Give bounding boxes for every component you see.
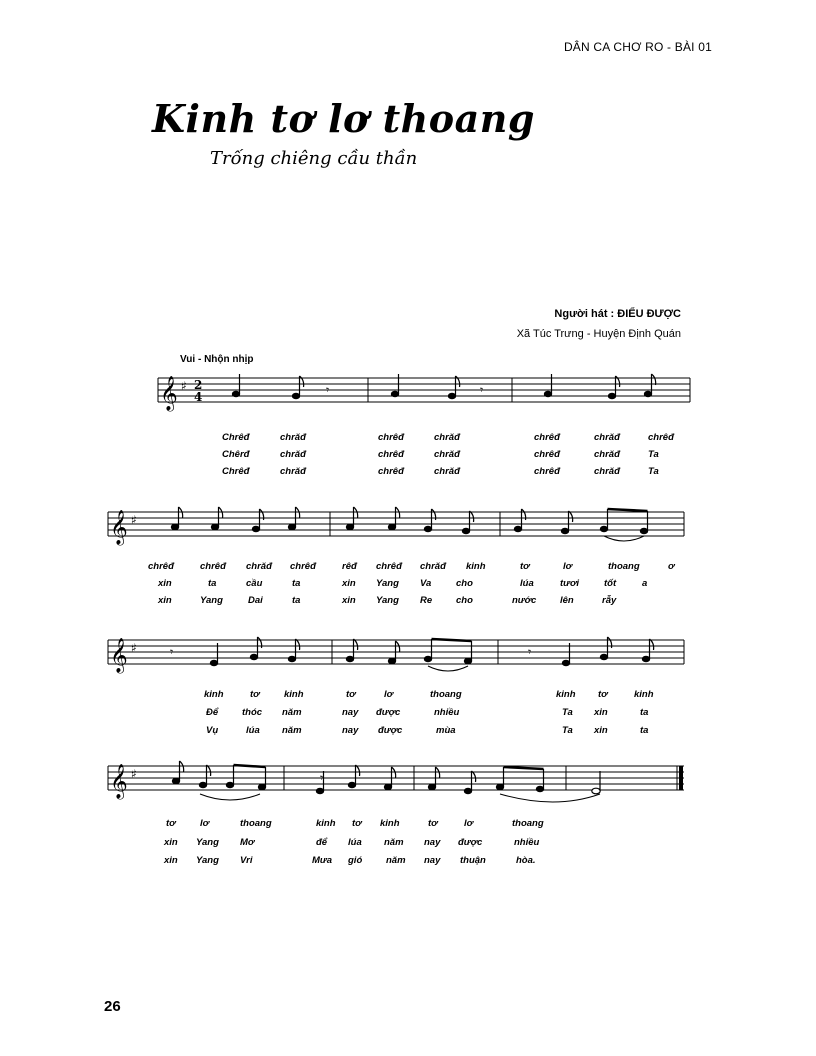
- treble-clef-icon: 𝄞: [160, 376, 178, 411]
- lyric-syllable: kinh: [204, 689, 224, 700]
- lyric-syllable: thoang: [240, 818, 272, 829]
- lyric-syllable: nay: [424, 837, 441, 848]
- lyric-syllable: cho: [456, 578, 473, 589]
- eighth-rest-icon: 𝄾: [170, 645, 174, 659]
- lyric-syllable: Mơ: [240, 837, 255, 848]
- lyric-line: [0, 561, 816, 575]
- lyric-line: [0, 725, 816, 739]
- lyric-syllable: Ta: [562, 725, 573, 736]
- sharp-icon: ♯: [131, 641, 137, 655]
- lyric-syllable: Yang: [376, 595, 399, 606]
- lyric-syllable: nay: [424, 855, 441, 866]
- lyric-syllable: Yang: [200, 595, 223, 606]
- lyric-syllable: nhiều: [434, 707, 460, 718]
- eighth-rest-icon: 𝄾: [528, 645, 532, 659]
- lyric-syllable: chrêđ: [378, 449, 404, 460]
- lyric-syllable: lên: [560, 595, 574, 606]
- lyric-syllable: chrăđ: [594, 449, 620, 460]
- lyric-syllable: chrêđ: [378, 466, 404, 477]
- lyric-syllable: Để: [206, 707, 219, 718]
- sharp-icon: ♯: [181, 379, 187, 393]
- lyric-syllable: chrăđ: [420, 561, 446, 572]
- lyric-line: [0, 432, 816, 446]
- lyric-syllable: cho: [456, 595, 473, 606]
- lyric-syllable: chrêđ: [200, 561, 226, 572]
- tempo-marking: Vui - Nhộn nhịp: [180, 354, 254, 365]
- lyric-syllable: năm: [384, 837, 404, 848]
- lyric-syllable: được: [378, 725, 403, 736]
- lyric-syllable: lúa: [348, 837, 362, 848]
- lyric-syllable: ta: [640, 707, 649, 718]
- sharp-icon: ♯: [131, 767, 137, 781]
- lyric-syllable: Chrêđ: [222, 466, 250, 477]
- lyric-syllable: thoang: [608, 561, 640, 572]
- treble-clef-icon: 𝄞: [110, 638, 128, 673]
- lyric-syllable: chrăđ: [594, 432, 620, 443]
- lyric-syllable: thóc: [242, 707, 263, 718]
- lyric-syllable: kinh: [466, 561, 486, 572]
- lyric-syllable: kinh: [380, 818, 400, 829]
- lyric-syllable: chrêđ: [534, 432, 560, 443]
- lyric-syllable: tơ: [520, 561, 530, 572]
- music-staff-1: [0, 360, 816, 420]
- lyric-syllable: lơ: [384, 689, 394, 700]
- lyric-syllable: xin: [158, 578, 172, 589]
- lyric-line: [0, 578, 816, 592]
- lyric-syllable: xin: [342, 578, 356, 589]
- lyric-syllable: kinh: [634, 689, 654, 700]
- svg-text:2: 2: [194, 378, 203, 392]
- lyric-syllable: chrêđ: [376, 561, 402, 572]
- lyric-syllable: để: [316, 837, 328, 848]
- lyric-syllable: ta: [208, 578, 217, 589]
- lyric-syllable: nay: [342, 725, 359, 736]
- lyric-line: [0, 595, 816, 609]
- eighth-rest-icon: 𝄾: [320, 771, 324, 785]
- lyric-syllable: Chêrđ: [222, 449, 250, 460]
- lyric-syllable: xin: [164, 855, 178, 866]
- lyric-syllable: Yang: [376, 578, 399, 589]
- lyric-syllable: chrăđ: [280, 449, 306, 460]
- lyric-syllable: được: [458, 837, 483, 848]
- lyric-syllable: ta: [292, 595, 301, 606]
- lyric-syllable: chrêđ: [534, 449, 560, 460]
- song-subtitle: Trống chiêng cầu thần: [210, 148, 418, 169]
- lyric-syllable: năm: [282, 725, 302, 736]
- lyric-syllable: thuận: [460, 855, 486, 866]
- lyric-syllable: hòa.: [516, 855, 536, 866]
- lyric-syllable: chrêđ: [534, 466, 560, 477]
- lyric-syllable: Vri: [240, 855, 253, 866]
- lyric-syllable: chrăđ: [434, 432, 460, 443]
- lyric-syllable: cầu: [246, 578, 263, 589]
- lyric-line: [0, 707, 816, 721]
- lyric-syllable: chrăđ: [434, 466, 460, 477]
- lyric-syllable: Mưa: [312, 855, 332, 866]
- lyric-syllable: kinh: [316, 818, 336, 829]
- lyric-line: [0, 449, 816, 463]
- lyric-line: [0, 466, 816, 480]
- lyric-syllable: gió: [348, 855, 363, 866]
- lyric-syllable: lơ: [563, 561, 573, 572]
- lyric-syllable: Ta: [562, 707, 573, 718]
- lyric-syllable: lơ: [464, 818, 474, 829]
- sharp-icon: ♯: [131, 513, 137, 527]
- lyric-syllable: chrêđ: [648, 432, 674, 443]
- lyric-syllable: chrăđ: [594, 466, 620, 477]
- lyric-syllable: nay: [342, 707, 359, 718]
- lyric-syllable: mùa: [436, 725, 456, 736]
- lyric-syllable: ơ: [668, 561, 675, 572]
- svg-text:4: 4: [194, 390, 203, 404]
- singer-credit: Người hát : ĐIỂU ĐƯỢC: [554, 308, 681, 320]
- location-credit: Xã Túc Trưng - Huyện Định Quán: [516, 328, 681, 340]
- lyric-syllable: chrăđ: [280, 466, 306, 477]
- lyric-syllable: tơ: [352, 818, 362, 829]
- lyric-syllable: tơ: [428, 818, 438, 829]
- lyric-syllable: chrăđ: [434, 449, 460, 460]
- lyric-syllable: xin: [342, 595, 356, 606]
- lyric-syllable: ta: [640, 725, 649, 736]
- lyric-line: [0, 855, 816, 869]
- lyric-syllable: chrăđ: [246, 561, 272, 572]
- lyric-syllable: ta: [292, 578, 301, 589]
- lyric-syllable: lúa: [520, 578, 534, 589]
- lyric-syllable: kinh: [284, 689, 304, 700]
- music-staff-3: [0, 626, 816, 686]
- lyric-syllable: Va: [420, 578, 432, 589]
- lyric-line: [0, 689, 816, 703]
- lyric-syllable: chrêđ: [290, 561, 316, 572]
- lyric-syllable: Ta: [648, 449, 659, 460]
- lyric-syllable: tốt: [604, 578, 617, 589]
- lyric-syllable: nước: [512, 595, 537, 606]
- lyric-syllable: chrêđ: [378, 432, 404, 443]
- lyric-syllable: tơ: [250, 689, 260, 700]
- lyric-syllable: xin: [594, 725, 608, 736]
- music-staff-4: [0, 756, 816, 816]
- series-label: DÂN CA CHƠ RO - BÀI 01: [563, 40, 712, 54]
- lyric-syllable: kinh: [556, 689, 576, 700]
- song-title: Kinh tơ lơ thoang: [152, 96, 535, 141]
- lyric-syllable: nhiều: [514, 837, 540, 848]
- eighth-rest-icon: 𝄾: [480, 383, 484, 397]
- lyric-syllable: rẫy: [602, 595, 617, 606]
- lyric-syllable: tươi: [560, 578, 579, 589]
- lyric-syllable: rêđ: [342, 561, 357, 572]
- lyric-line: [0, 818, 816, 832]
- lyric-syllable: a: [642, 578, 648, 589]
- lyric-syllable: thoang: [512, 818, 544, 829]
- lyric-syllable: Vụ: [206, 725, 219, 736]
- eighth-rest-icon: 𝄾: [326, 383, 330, 397]
- lyric-syllable: Chrêđ: [222, 432, 250, 443]
- treble-clef-icon: 𝄞: [110, 510, 128, 545]
- treble-clef-icon: 𝄞: [110, 764, 128, 799]
- music-staff-2: [0, 494, 816, 554]
- lyric-syllable: lơ: [200, 818, 210, 829]
- lyric-syllable: Yang: [196, 837, 219, 848]
- lyric-syllable: xin: [594, 707, 608, 718]
- lyric-syllable: tơ: [346, 689, 356, 700]
- lyric-syllable: năm: [282, 707, 302, 718]
- page-number: 26: [104, 998, 121, 1015]
- lyric-syllable: được: [376, 707, 401, 718]
- lyric-syllable: Dai: [248, 595, 263, 606]
- lyric-syllable: năm: [386, 855, 406, 866]
- lyric-syllable: xin: [164, 837, 178, 848]
- lyric-line: [0, 837, 816, 851]
- lyric-syllable: tơ: [598, 689, 608, 700]
- lyric-syllable: tơ: [166, 818, 176, 829]
- lyric-syllable: Ta: [648, 466, 659, 477]
- lyric-syllable: thoang: [430, 689, 462, 700]
- lyric-syllable: Yang: [196, 855, 219, 866]
- lyric-syllable: chrăđ: [280, 432, 306, 443]
- lyric-syllable: chrêđ: [148, 561, 174, 572]
- lyric-syllable: xin: [158, 595, 172, 606]
- lyric-syllable: Re: [420, 595, 433, 606]
- lyric-syllable: lúa: [246, 725, 260, 736]
